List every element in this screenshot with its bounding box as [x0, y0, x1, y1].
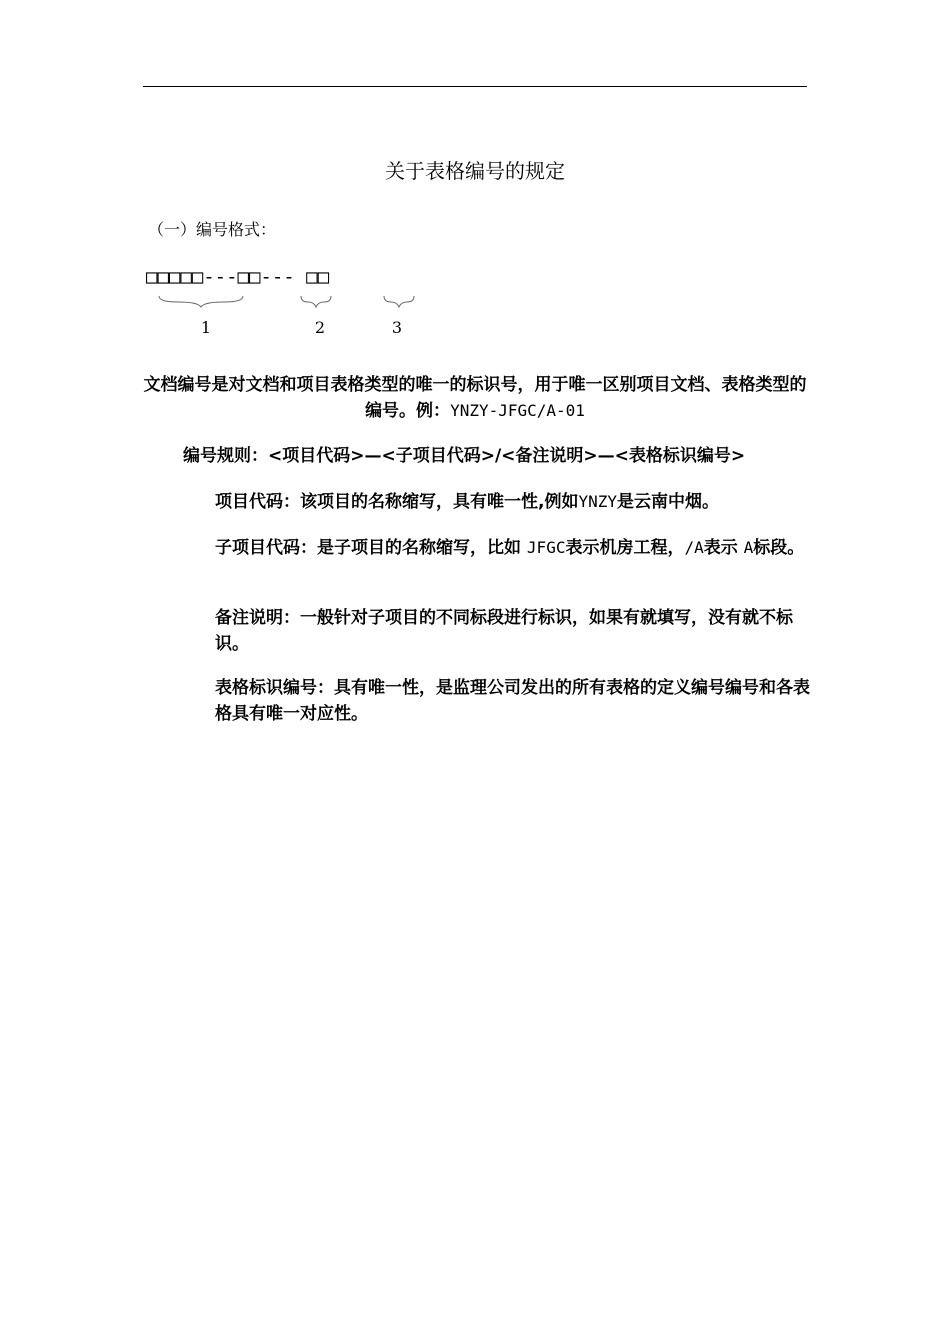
item-code: /A [684, 538, 704, 557]
intro-text: 文档编号是对文档和项目表格类型的唯一的标识号，用于唯一区别项目文档、表格类型的编号。例： [143, 375, 807, 421]
page-title: 关于表格编号的规定 [385, 159, 565, 183]
item-text: 备注说明：一般针对子项目的不同标段进行标识，如果有就填写，没有就不标识。 [215, 608, 793, 654]
item-code: YNZY [578, 492, 617, 511]
item-subproject-code [215, 535, 810, 561]
numbering-rule: 编号规则：<项目代码>—<子项目代码>/<备注说明>—<表格标识编号> [183, 446, 746, 466]
item-text: 是云南中烟。 [617, 492, 719, 512]
section-heading: （一）编号格式： [148, 220, 277, 239]
item-form-id [215, 675, 810, 727]
item-remark [215, 605, 810, 657]
item-text: 表示机房工程， [565, 538, 685, 558]
intro-example: YNZY-JFGC/A-01 [450, 401, 585, 420]
label-3: 3 [391, 318, 403, 337]
brace-group-2 [300, 294, 332, 308]
brace-group-1 [158, 294, 244, 308]
label-2: 2 [314, 318, 326, 337]
header-rule [143, 86, 807, 87]
item-project-code [215, 489, 810, 515]
brace-group-3 [383, 294, 415, 308]
intro-paragraph [140, 372, 810, 424]
label-1: 1 [200, 318, 212, 337]
format-boxes: □□□□□---□□--- □□ [146, 266, 330, 288]
item-text: 标段。 [753, 538, 805, 558]
item-text: 项目代码：该项目的名称缩写，具有唯一性,例如 [215, 492, 579, 512]
item-code: A [743, 538, 754, 557]
item-code: JFGC [526, 538, 566, 557]
item-text: 表示 [703, 538, 738, 558]
item-text: 子项目代码：是子项目的名称缩写，比如 [215, 538, 521, 558]
item-text: 表格标识编号：具有唯一性，是监理公司发出的所有表格的定义编号编号和各表格具有唯一对应性。 [215, 678, 810, 724]
